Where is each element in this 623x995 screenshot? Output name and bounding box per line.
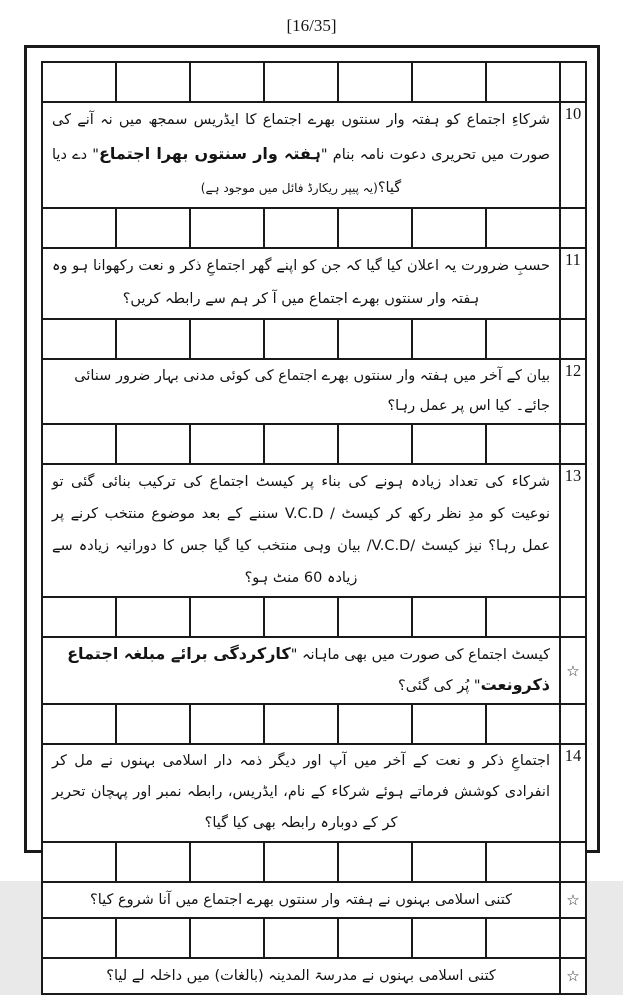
answer-cell: [486, 424, 560, 464]
number-column-cell: [560, 62, 586, 102]
question-12-number: 12: [560, 359, 586, 424]
number-column-cell: [560, 842, 586, 882]
question-row-12: [42, 359, 586, 424]
answer-grid-row: [42, 62, 586, 102]
answer-cell: [338, 62, 412, 102]
answer-cell: [190, 597, 264, 637]
answer-cell: [338, 597, 412, 637]
answer-cell: [116, 918, 190, 958]
question-14-text: اجتماعِ ذکر و نعت کے آخر میں آپ اور دیگر ذمہ دار اسلامی بہنوں نے مل کر انفرادی کوشش فرماتے ہوئے شرکاء کے نام، ایڈریس، رابطہ نمبر اور پہچان تحریر کر کے دوبارہ رابطہ بھی کیا گیا؟: [42, 744, 560, 842]
question-10-note: (یہ پیپر ریکارڈ فائل میں موجود ہے): [200, 181, 378, 195]
star-question-1-segment: کیسٹ اجتماع کی صورت میں بھی ماہانہ ": [290, 647, 550, 663]
star-icon: ☆: [560, 882, 586, 918]
answer-cell: [486, 62, 560, 102]
number-column-cell: [560, 424, 586, 464]
answer-cell: [412, 597, 486, 637]
answer-cell: [412, 319, 486, 359]
answer-cell: [264, 208, 338, 248]
question-13-number: 13: [560, 464, 586, 597]
answer-cell: [338, 319, 412, 359]
answer-cell: [116, 704, 190, 744]
answer-cell: [412, 704, 486, 744]
number-column-cell: [560, 918, 586, 958]
star-question-row-2: [42, 882, 586, 918]
question-11-text: حسبِ ضرورت یہ اعلان کیا گیا کہ جن کو اپنے گھر اجتماعِ ذکر و نعت رکھوانا ہو وہ ہفتہ وار سنتوں بھرے اجتماع میں آ کر ہم سے رابطہ کریں؟: [42, 248, 560, 319]
answer-cell: [338, 704, 412, 744]
answer-cell: [486, 208, 560, 248]
question-row-10: [42, 102, 586, 208]
answer-cell: [42, 842, 116, 882]
answer-cell: [116, 597, 190, 637]
answer-cell: [486, 319, 560, 359]
answer-grid-row: [42, 319, 586, 359]
question-10-text: [42, 102, 560, 208]
answer-cell: [190, 424, 264, 464]
answer-cell: [412, 842, 486, 882]
question-10-bold-phrase: ہفتہ وار سنتوں بھرا اجتماع: [98, 144, 321, 163]
answer-cell: [486, 842, 560, 882]
answer-cell: [190, 918, 264, 958]
answer-cell: [116, 424, 190, 464]
answer-cell: [412, 424, 486, 464]
answer-cell: [486, 597, 560, 637]
answer-grid-row: [42, 704, 586, 744]
answer-grid-row: [42, 842, 586, 882]
star-question-1-segment: " پُر کی گئی؟: [398, 678, 481, 694]
answer-cell: [190, 842, 264, 882]
question-row-14: [42, 744, 586, 842]
question-14-number: 14: [560, 744, 586, 842]
number-column-cell: [560, 208, 586, 248]
answer-cell: [42, 597, 116, 637]
answer-cell: [264, 597, 338, 637]
question-12-text: بیان کے آخر میں ہفتہ وار سنتوں بھرے اجتماع کی کوئی مدنی بہار ضرور سنائی جائے۔ کیا اس پر عمل رہا؟: [42, 359, 560, 424]
answer-cell: [190, 319, 264, 359]
question-13-text: شرکاء کی تعداد زیادہ ہونے کی بناء پر کیسٹ اجتماع کی ترکیب بنائی گئی تو نوعیت کو مدِ نظر رکھ کر کیسٹ / V.C.D سننے کے بعد موضوع منتخب کرنے پر عمل رہا؟ نیز کیسٹ /V.C.D/ بیان وہی منتخب کیا گیا جس کا دورانیہ زیادہ سے زیادہ 60 منٹ ہو؟: [42, 464, 560, 597]
answer-cell: [486, 704, 560, 744]
question-11-number: 11: [560, 248, 586, 319]
page-number-header: [16/35]: [286, 16, 337, 35]
answer-grid-row: [42, 597, 586, 637]
answer-cell: [264, 704, 338, 744]
answer-cell: [116, 62, 190, 102]
question-10-segment: " دے دیا گیا؟: [52, 147, 402, 196]
question-10-segment: شرکاءِ اجتماع کو ہفتہ وار سنتوں بھرے اجتماع کا ایڈریس سمجھ میں نہ آنے کی صورت میں تحریری دعوت نامہ بنام ": [52, 112, 550, 163]
number-column-cell: [560, 319, 586, 359]
star-icon: ☆: [560, 958, 586, 994]
star-question-1-text: [42, 637, 560, 704]
answer-grid-row: [42, 424, 586, 464]
answer-cell: [264, 319, 338, 359]
answer-cell: [486, 918, 560, 958]
answer-cell: [116, 208, 190, 248]
answer-cell: [42, 208, 116, 248]
answer-cell: [338, 208, 412, 248]
number-column-cell: [560, 597, 586, 637]
answer-cell: [338, 424, 412, 464]
answer-cell: [264, 842, 338, 882]
inspection-form-table: [41, 61, 587, 995]
star-question-3-text: کتنی اسلامی بہنوں نے مدرسۃ المدینہ (بالغات) میں داخلہ لے لیا؟: [42, 958, 560, 994]
question-row-11: [42, 248, 586, 319]
answer-cell: [264, 424, 338, 464]
answer-cell: [116, 842, 190, 882]
answer-cell: [42, 704, 116, 744]
answer-cell: [42, 424, 116, 464]
answer-cell: [338, 842, 412, 882]
answer-cell: [264, 918, 338, 958]
star-question-row-1: [42, 637, 586, 704]
answer-cell: [412, 208, 486, 248]
answer-cell: [412, 918, 486, 958]
answer-cell: [264, 62, 338, 102]
answer-cell: [338, 918, 412, 958]
answer-grid-row: [42, 918, 586, 958]
answer-cell: [42, 319, 116, 359]
question-row-13: [42, 464, 586, 597]
page-border: [24, 45, 600, 985]
answer-cell: [190, 62, 264, 102]
star-question-row-3: [42, 958, 586, 994]
answer-cell: [116, 319, 190, 359]
answer-cell: [412, 62, 486, 102]
question-10-number: 10: [560, 102, 586, 208]
answer-cell: [190, 208, 264, 248]
star-question-1-bold-phrase: کارکردگی برائے مبلغہ اجتماع ذکرونعت: [67, 644, 550, 694]
answer-cell: [42, 918, 116, 958]
star-question-2-text: کتنی اسلامی بہنوں نے ہفتہ وار سنتوں بھرے اجتماع میں آنا شروع کیا؟: [42, 882, 560, 918]
answer-cell: [42, 62, 116, 102]
number-column-cell: [560, 704, 586, 744]
star-icon: ☆: [560, 637, 586, 704]
answer-grid-row: [42, 208, 586, 248]
answer-cell: [190, 704, 264, 744]
